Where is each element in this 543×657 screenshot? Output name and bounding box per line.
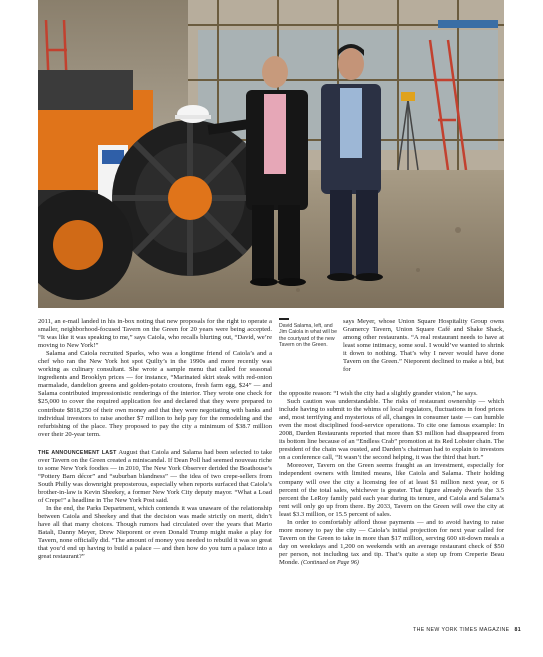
- photo-illustration: [38, 0, 504, 308]
- caption-rule: [279, 318, 289, 320]
- column-right-top: [343, 318, 504, 374]
- paragraph: Moreover, Tavern on the Green seems fraught as an investment, especially for independent owners with limited means, like Caiola and Salama. Their holding company will owe the city a licensing fee of at least $1 million next year, or 6 percent of the total sales, whichever is greater. That figure already dwarfs the 3.5 percent the LeRoy family paid each year during its tenure, and Caiola and Salama’s rent will only go up from there. By 2033, Tavern on the Green will owe the city at least $3.3 million, or 15.5 percent of sales.: [279, 462, 504, 518]
- page-number: 81: [514, 627, 522, 633]
- page-footer: [413, 627, 522, 633]
- paragraph: In the end, the Parks Department, which contends it was unaware of the relationship between Caiola and Sheekey and that the decision was made strictly on merit, didn’t have all that many choices. Though rumors had circulated over the years that Mario Batali, Danny Meyer, Drew Nieporent or even Donald Trump might make a play for Tavern, none officially did. “The amount of money you needed to rebuild it was so great that you’d end up having to build a palace — and then how do you turn a palace into a great restaurant?”: [38, 505, 272, 561]
- paragraph: the opposite reason: “I wish the city had a slightly grander vision,” he says.: [279, 390, 478, 397]
- photo-caption: [279, 318, 337, 349]
- continued-link[interactable]: (Continued on Page 96): [301, 559, 359, 566]
- paragraph: [279, 519, 504, 567]
- paragraph: Salama and Caiola recruited Sparks, who was a longtime friend of Caiola’s and a chef who ran the New York hot spot Quilty’s in the 1990s and more recently was working as culinary consultant. She wrote a sample menu that called for seasonal ingredients and Brooklyn prices — for instance, “Marinated skirt steak with red-onion marmalade, dandelion greens and golden-potato croutons, fresh farm egg, $24” — and Salama contributed impressionistic renderings of the interior. They wrote one check for $25,000 to cover the required application fee and declared that they were prepared to contribute $818,250 of their own money and that they were negotiating with banks and individual investors to raise another $7 million to help pay for the remodeling and the refurbishing of the place. They proposed to pay the city a minimum of $38.7 million over their 20-year term.: [38, 350, 272, 438]
- caption-text: David Salama, left, and Jim Caiola in what will be the courtyard of the new Tavern on the Green.: [279, 322, 337, 349]
- paragraph-runin: [38, 449, 272, 505]
- paragraph: says Meyer, whose Union Square Hospitality Group owns Gramercy Tavern, Union Square Café and Shake Shack, among other restaurants. “A real restaurant needs to have at least some intimacy, some soul. I would’ve wanted to shrink it down to nothing. That’s why I never would have done Tavern on the Green.” Nieporent declined to make a bid, but for: [343, 318, 504, 374]
- paragraph: Such caution was understandable. The risks of restaurant ownership — which include having to submit to the whims of local regulators, fluctuations in food prices and, most terrifying and mysterious of all, changes in consumer taste — can humble even the most disciplined food-service operations. To cite one famous example: In 2008, Darden Restaurants reported that more than $3 million had disappeared from its bottom line because of an “Endless Crab” promotion at its Red Lobster chain. The president of the chain was ousted, and Darden’s chairman had to explain to investors on a conference call, “It wasn’t the second helping, it was the third that hurt.”: [279, 398, 504, 462]
- column-right: [279, 390, 504, 567]
- paragraph-text: August that Caiola and Salama had been selected to take over Tavern on the Green created a miniscandal. If Dean Poll had seemed nouveau riche to some New York foodies — in 2010, The New York Observer derided the Boathouse’s “Pottery Barn décor” and “suburban blandness” — the idea of two crepe-sellers from South Philly was downright preposterous, especially when reports surfaced that Caiola’s brother-in-law is Kevin Sheekey, a former New York City deputy mayor. “What a Load of Crepe!” a headline in The New York Post said.: [38, 448, 272, 504]
- magazine-name: THE NEW YORK TIMES MAGAZINE: [413, 627, 510, 633]
- feature-photo: [38, 0, 504, 308]
- runin-heading: THE ANNOUNCEMENT LAST: [38, 449, 117, 456]
- column-left: [38, 318, 272, 561]
- section-break: [38, 439, 272, 449]
- paragraph-text: In order to comfortably afford those payments — and to avoid having to raise more money to pay the city — Caiola’s initial projection for next year called for Tavern on the Green to take in more than $17 million, serving 600 sit-down meals a day on weekdays and 1,200 on weekends with an average restaurant check of $50 per person, not including tax and tip. That’s quite a step up from Creperie Beau Monde.: [279, 518, 504, 566]
- paragraph: 2011, an e-mail landed in his in-box noting that new proposals for the right to operate a smaller, neighborhood-focused Tavern on the Green for 20 years were being accepted. “It was like it was speaking to me,” says Caiola, who recalls blurting out, “David, we’re moving to New York!”: [38, 318, 272, 350]
